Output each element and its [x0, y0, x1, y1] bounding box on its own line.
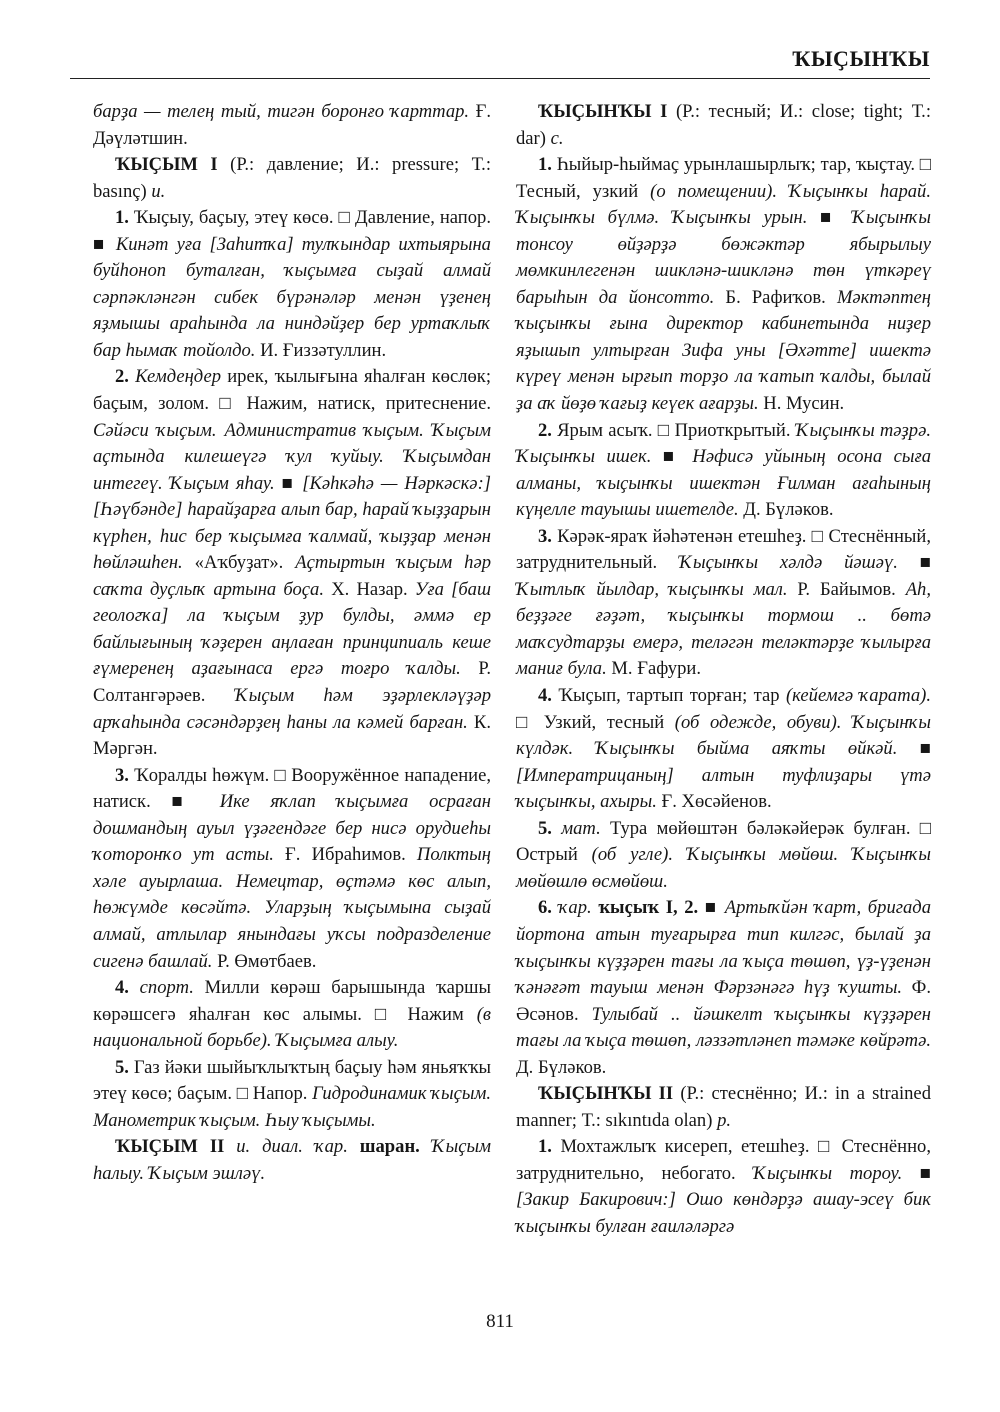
definition-text: Һыйыр-һыймаҫ урынлашырлыҡ; тар, ҡыҫтау. □ Тесный, узкий: [516, 154, 931, 202]
example-text: Ҡыҫынҡы хәлдә йәшәү.: [679, 552, 898, 574]
example-text: (в национальной борьбе). Ҡыҫымға алыу.: [93, 1003, 491, 1052]
definition-text: Газ йәки шыйыҡлыҡтың баҫыу һәм яньяҡҡы этеү көсө; баҫым. □ Напор.: [93, 1056, 491, 1105]
dictionary-entry-paragraph: [516, 895, 931, 1081]
example-text: (кейемгә ҡарата).: [785, 685, 931, 707]
example-text: Нәфисә уйының осона сыға алманы, ҡыҫынҡы ишектән Ғилман ағаһының күңелле тауышы ишетелде.: [516, 446, 931, 521]
definition-text: Ф. Әсәнов.: [516, 977, 931, 1025]
example-text: р.: [717, 1109, 732, 1131]
example-text: Ҡыҫынҡы тороу.: [753, 1162, 903, 1184]
running-head: ҠЫҪЫНҠЫ: [792, 46, 930, 71]
definition-text: «Аҡбуҙат».: [182, 552, 296, 574]
definition-text: ■: [651, 446, 693, 468]
example-text: с.: [550, 127, 564, 149]
dictionary-entry-paragraph: [516, 418, 931, 524]
page-number: 811: [486, 1311, 514, 1332]
definition-text: Милли көрәш барышында ҡаршы көрәшсегә яһалған көс алымы. □ Нажим: [93, 977, 491, 1025]
definition-text: М. Ғафури.: [606, 658, 701, 680]
dictionary-entry-paragraph: [93, 205, 491, 364]
dictionary-entry-paragraph: [93, 364, 491, 762]
definition-text: И. Ғиззәтуллин.: [255, 339, 387, 361]
example-text: (о помещении). Ҡыҫынҡы һарай. Ҡыҫынҡы бүлмә. Ҡыҫынҡы урын.: [516, 180, 931, 229]
example-text: Кемдеңдер: [128, 366, 221, 388]
example-text: и.: [151, 180, 166, 202]
headword-text: 5.: [538, 817, 552, 839]
example-text: Ҡыҫынҡы тонсоу өйҙәрҙә бөжәктәр ябырылыу мөмкинлегенән шикләнә-шикләнә төн үткәреү барыһын да йонсотто.: [516, 207, 932, 308]
dictionary-entry-paragraph: [93, 99, 491, 152]
dictionary-entry-paragraph: [516, 152, 931, 417]
example-text: Ҡытлыҡ йылдар, ҡыҫынҡы мал.: [516, 578, 788, 600]
example-text: Сәйәси ҡыҫым. Административ ҡыҫым. Ҡыҫым аҫтында килешеүгә ҡул ҡуйыу. Ҡыҫымдан интегеү. Ҡыҫым яһау.: [93, 419, 491, 494]
dictionary-entry-paragraph: [516, 1081, 931, 1134]
example-text: и. диал. ҡар.: [224, 1136, 348, 1158]
example-text: спорт.: [128, 977, 194, 999]
headword-text: 2.: [115, 366, 129, 388]
example-text: [Закир Бакирович:] Ошо көндәрҙә ашау-эсеү бик ҡыҫынҡы булған ғаиләләргә: [516, 1189, 931, 1237]
example-text: барҙа — телең тый, тигән боронғо ҡарттар.: [93, 101, 470, 122]
definition-text: ■: [274, 472, 303, 494]
definition-text: Р. Өмөтбаев.: [212, 950, 317, 972]
example-text: (об одежде, обуви). Ҡыҫынҡы күлдәк. Ҡыҫынҡы быйма аяҡты өйкәй.: [516, 711, 932, 760]
definition-text: Д. Бүләков.: [738, 499, 834, 521]
example-text: Ҡыҫым һәм эҙәрлекләүҙәр арҡаһында сәсәндәрҙең һаны ла кәмей барған.: [93, 685, 491, 733]
definition-text: Ҡыҫып, тартып торған; тар: [551, 685, 786, 707]
definition-text: (Р.: стеснённо; И.: in a strained manner; Т.: sıkıntıda olan): [516, 1083, 931, 1131]
definition-text: ■: [897, 738, 931, 760]
example-text: Ҡыҫынҡы тәҙрә. Ҡыҫынҡы ишек.: [516, 419, 931, 468]
definition-text: Ярым асыҡ. □ Приоткрытый.: [551, 419, 796, 441]
headword-text: ҠЫҪЫНҠЫ II: [538, 1083, 674, 1105]
example-text: Полктың хәле ауырлаша. Немецтар, өҫтәмә көс алып, һөжүмде көсәйтә. Уларҙың ҡыҫымына сыҙай алмай, атлылар янындағы уҡсы подразделение сигенә башлай.: [93, 844, 491, 972]
definition-text: ■: [807, 207, 853, 229]
definition-text: Кәрәк-яраҡ йәһәтенән етешһеҙ. □ Стеснённый, затруднительный.: [516, 525, 931, 574]
definition-text: К. Мәргән.: [93, 711, 491, 760]
example-text: [Кәһкәһә — Нәркәскә:] [Һәүбәнде] һарайҙарға алып бар, һарай ҡыҙҙарын күрһен, һис бер ҡыҫымға ҡалмай, ҡыҙҙар менән һөйләшһен.: [93, 472, 491, 574]
definition-text: Мохтажлыҡ кисереп, етешһеҙ. □ Стеснённо, затруднительно, небогато.: [516, 1136, 931, 1184]
headword-text: шаран.: [347, 1136, 420, 1158]
headword-text: 4.: [115, 977, 129, 999]
headword-text: 5.: [115, 1056, 129, 1078]
definition-text: Р. Солтангәрәев.: [93, 658, 491, 707]
left-column: [93, 99, 491, 1187]
definition-text: Д. Бүләков.: [516, 1056, 607, 1078]
definition-text: (Р.: давление; И.: pressure; Т.: basınç): [93, 154, 491, 202]
dictionary-entry-paragraph: [93, 763, 491, 975]
dictionary-entry-paragraph: [516, 1134, 931, 1240]
definition-text: Х. Назар.: [324, 578, 415, 600]
definition-text: ■: [897, 552, 931, 574]
definition-text: Ғ. Ибраһимов.: [273, 844, 417, 866]
definition-text: Ҡыҫыу, баҫыу, этеү көсө. □ Давление, напор. ■: [93, 207, 491, 255]
definition-text: ирек, ҡылығына яһалған көслөк; баҫым, золом. □ Нажим, натиск, притеснение.: [93, 366, 491, 415]
definition-text: ■: [698, 897, 725, 919]
definition-text: Б. Рафиҡов.: [714, 286, 837, 308]
example-text: Артыҡйән ҡарт, бригада йортона атын туғарырға тип килгәс, былай ҙа ҡыҫынҡы күҙҙәрен тағы ла ҡыҫа төшөп, үҙ-үҙенән ҡәнәғәт тауыш менән Фәрзәнәгә һүҙ ҡушты.: [516, 897, 932, 999]
dictionary-entry-paragraph: [93, 152, 491, 205]
headword-text: ҠЫҪЫМ I: [115, 154, 218, 176]
example-text: Аһ, беҙҙәге ғәҙәт, ҡыҫынҡы тормош .. бөтә маҡсудтарҙы емерә, теләгән теләктәрҙе ҡылырға маниғ була.: [516, 578, 931, 680]
example-text: Уға [баш геологҡа] ла ҡыҫым ҙур булды, әммә ер байлығының ҡәҙерен аңлаған принципиаль кеше ғүмеренең аҙағынаса ергә тоғро ҡалды.: [93, 578, 491, 680]
example-text: Ике яҡлап ҡыҫымға осраған дошмандың ауыл үҙәгендәге бер нисә орудиеһы ҡоторонҡо ут асты.: [93, 791, 491, 866]
example-text: Аҫтыртын ҡыҫым һәр саҡта дуҫлыҡ артына боҫа.: [93, 552, 492, 600]
example-text: Тулыбай .. йәшкелт ҡыҫынҡы күҙҙәрен тағы ла ҡыҫа төшөп, ләззәтләнеп тәмәке көйрәтә.: [516, 1003, 931, 1052]
definition-text: Ғ. Дәүләтшин.: [93, 101, 492, 149]
headword-text: ҡыҫыҡ I, 2.: [591, 897, 699, 919]
example-text: Ҡыҫым һалыу. Ҡыҫым эшләү.: [93, 1136, 491, 1184]
definition-text: Н. Мусин.: [758, 393, 845, 415]
definition-text: (Р.: тесный; И.: close; tight; Т.: dar): [516, 101, 931, 149]
definition-text: Р. Байымов.: [787, 578, 906, 600]
headword-text: ҠЫҪЫМ II: [115, 1136, 225, 1158]
definition-text: □ Узкий, тесный: [516, 711, 675, 733]
headword-text: 1.: [115, 207, 129, 229]
example-text: Гидродинамик ҡыҫым. Манометрик ҡыҫым. Һыу ҡыҫымы.: [93, 1083, 491, 1131]
headword-text: 4.: [538, 685, 552, 707]
dictionary-entry-paragraph: [516, 816, 931, 896]
dictionary-entry-paragraph: [93, 975, 491, 1055]
example-text: Мәктәптең ҡыҫынҡы ғына директор кабинетында ниҙер яҙышып ултырған Зифа уны [Әхәтте] ишектә күреү менән ырғып торҙо ла ҡатып ҡалды, былай ҙа аҡ йөҙө ҡағыҙ кеүек ағарҙы.: [516, 286, 932, 415]
headword-text: 1.: [538, 154, 552, 176]
example-text: ҡар.: [551, 897, 592, 919]
headword-text: 3.: [115, 764, 129, 786]
dictionary-entry-paragraph: [516, 524, 931, 683]
definition-text: Тура мөйөштән бәләкәйерәк булған. □ Острый: [516, 817, 932, 866]
definition-text: Ҡоралды һөжүм. □ Вооружённое нападение, натиск. ■: [93, 764, 491, 813]
headword-text: 3.: [538, 525, 552, 547]
header-rule: [70, 78, 930, 79]
example-text: мат.: [551, 817, 601, 839]
right-column: [516, 99, 931, 1241]
dictionary-entry-paragraph: [93, 1134, 491, 1187]
headword-text: 2.: [538, 419, 552, 441]
definition-text: Ғ. Хөсәйенов.: [656, 791, 772, 813]
dictionary-entry-paragraph: [516, 99, 931, 152]
headword-text: 6.: [538, 897, 552, 919]
headword-text: ҠЫҪЫНҠЫ I: [538, 101, 668, 122]
dictionary-entry-paragraph: [93, 1055, 491, 1135]
example-text: (об угле). Ҡыҫынҡы мөйөш. Ҡыҫынҡы мөйөшлө өсмөйөш.: [516, 844, 931, 892]
dictionary-entry-paragraph: [516, 683, 931, 816]
example-text: Кинәт уға [Заһитҡа] тулҡындар ихтыярына буйһоноп буталған, ҡыҫымға сыҙай алмай сәрпәкләнгән сибек бүрәнәләр менән үҙенең яҙмышы араһында ла ниндәйҙер бер уртаҡлыҡ бар һымаҡ тойолдо.: [93, 233, 491, 361]
headword-text: 1.: [538, 1136, 552, 1158]
definition-text: ■: [902, 1162, 931, 1184]
example-text: [Императрицаның] алтын туфлиҙары үтә ҡыҫынҡы, ахыры.: [516, 764, 931, 813]
